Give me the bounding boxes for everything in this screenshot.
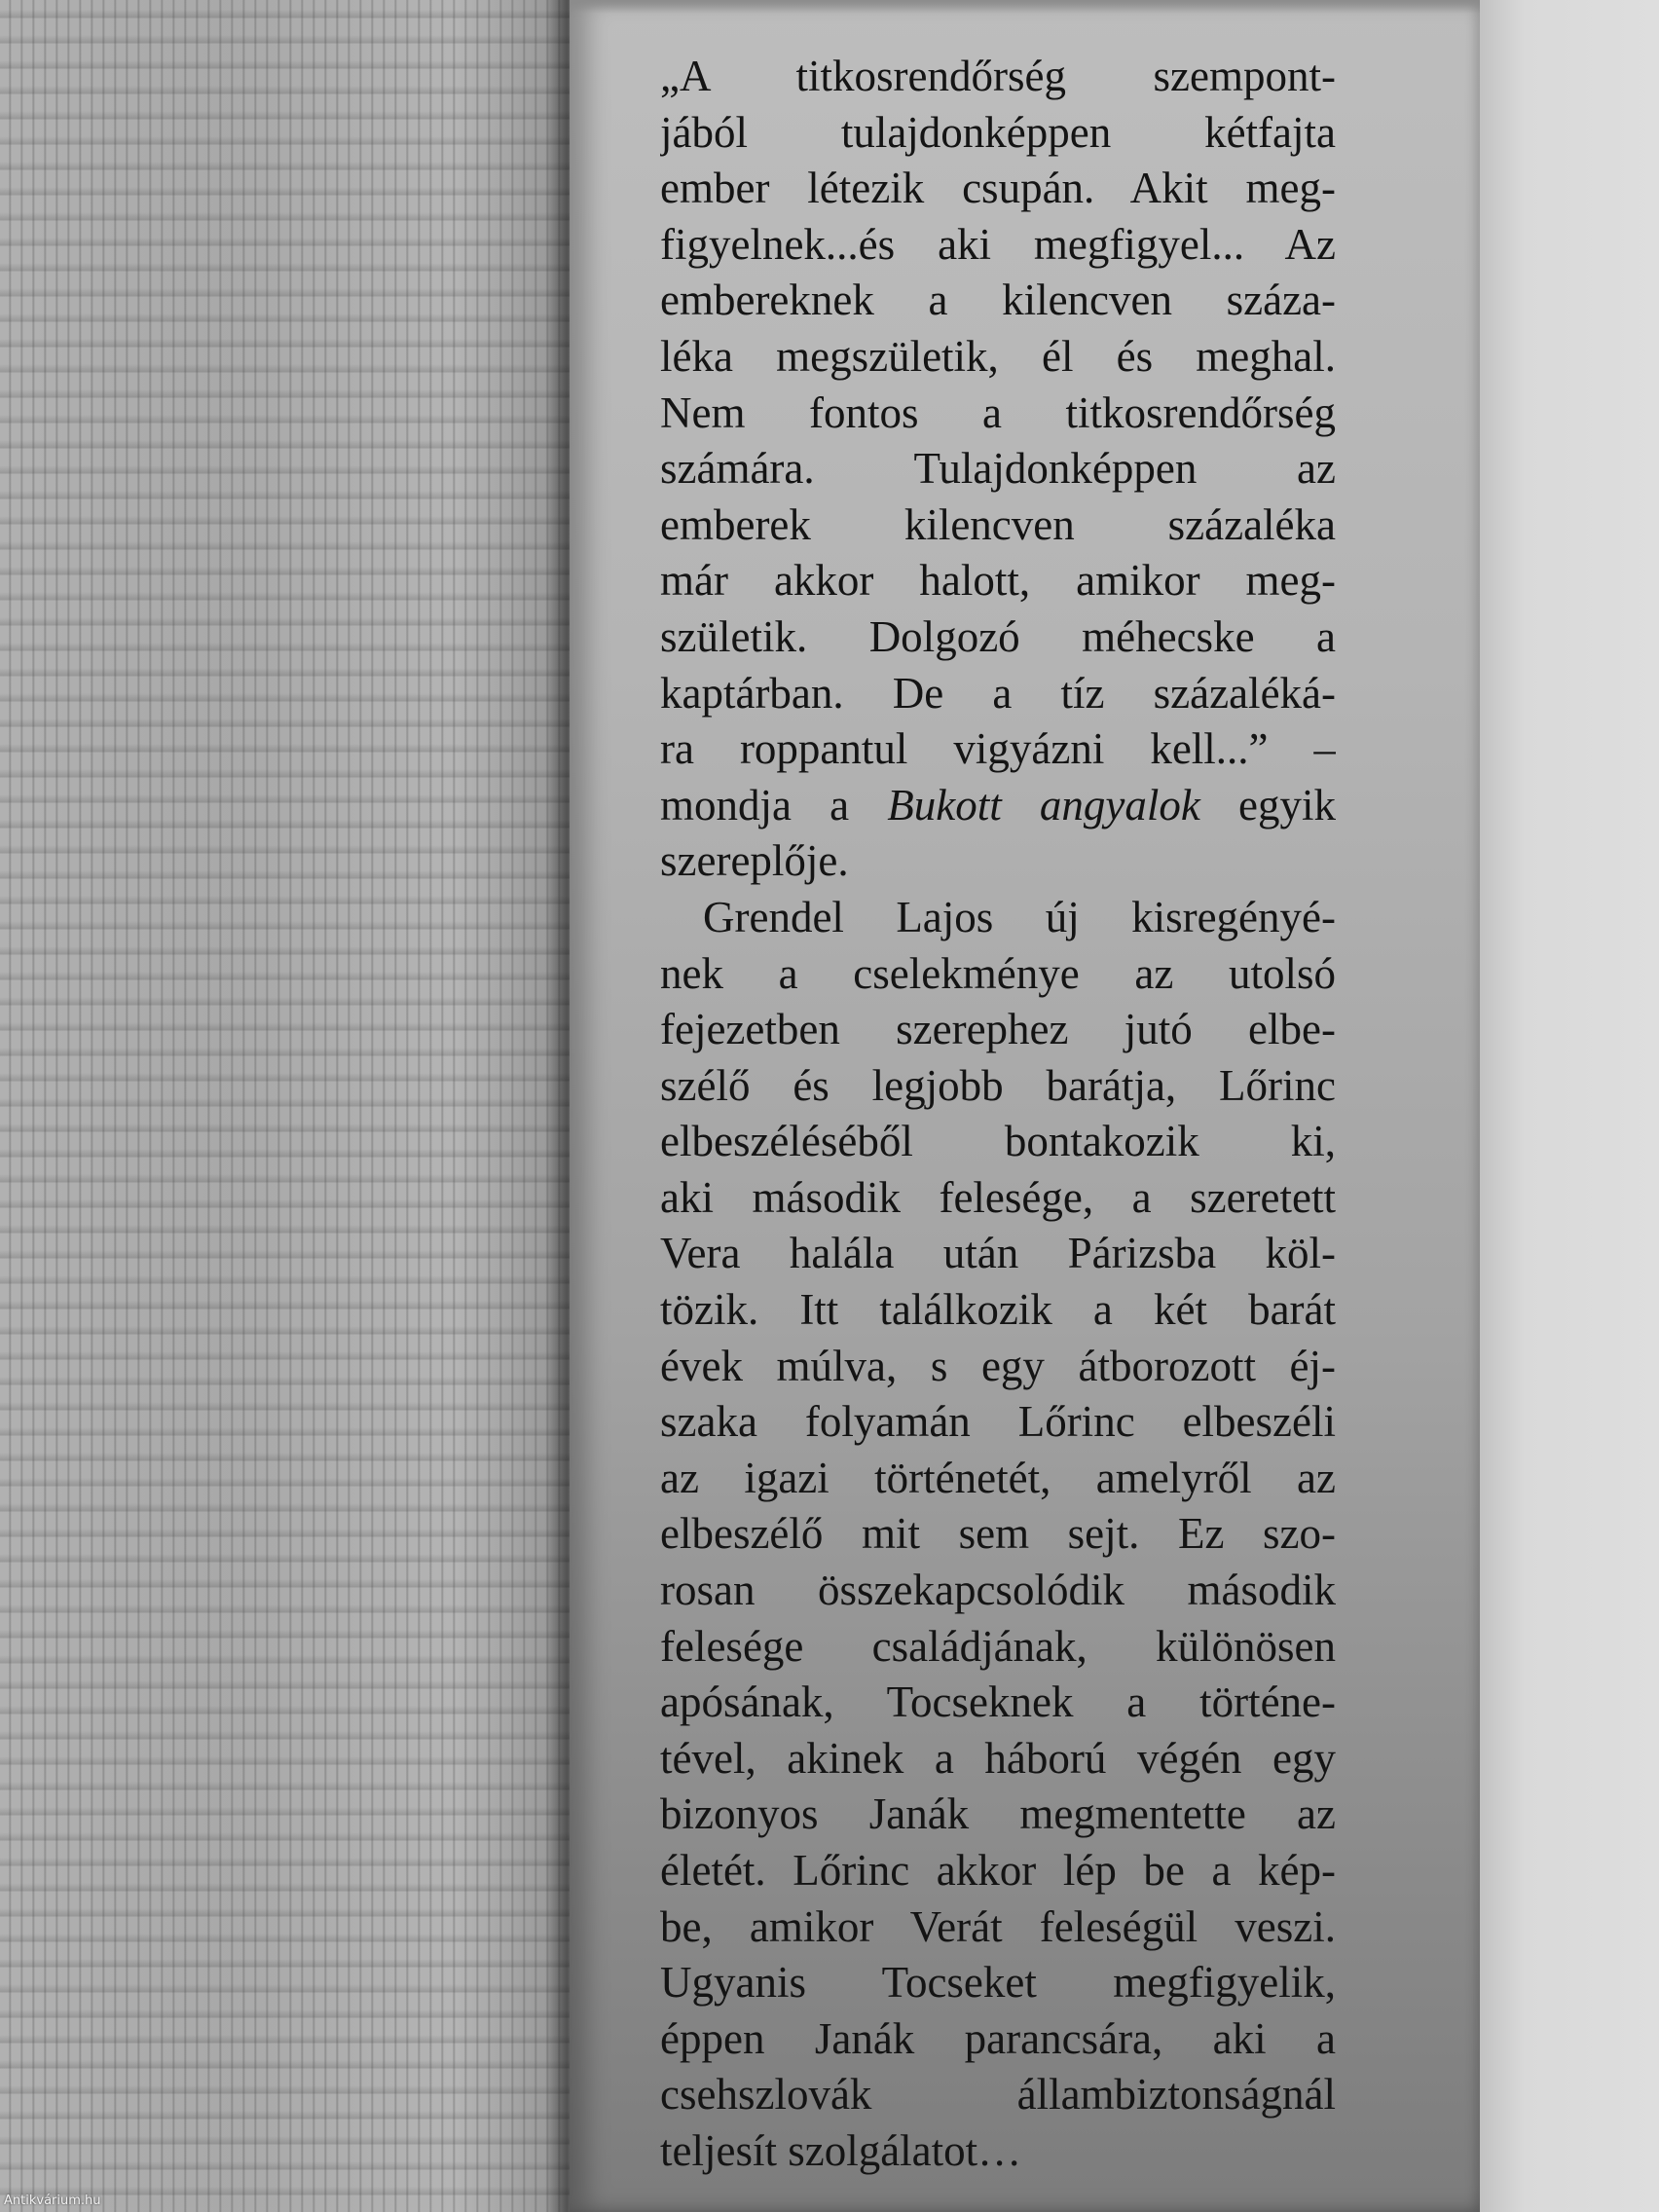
text-line: csehszlovák állambiztonságnál [660,2070,1336,2120]
text-line: az igazi történetét, amelyről az [660,1453,1336,1502]
text-line: figyelnek...és aki megfigyel... Az [660,219,1336,269]
text-line: tözik. Itt találkozik a két barát [660,1285,1336,1335]
flap-top-edge [570,0,1480,14]
text-line: bizonyos Janák megmentette az [660,1789,1336,1839]
text-line: be, amikor Verát feleségül veszi. [660,1901,1336,1951]
text-fragment: egyik [1199,780,1336,830]
text-line: elbeszélő mit sem sejt. Ez szo- [660,1509,1336,1559]
text-line: aki második felesége, a szeretett [660,1172,1336,1222]
text-line: Ugyanis Tocseket megfigyelik, [660,1958,1336,2008]
text-line: éppen Janák parancsára, aki a [660,2013,1336,2063]
text-line: számára. Tulajdonképpen az [660,444,1336,494]
text-line: léka megszületik, él és meghal. [660,331,1336,381]
text-line: születik. Dolgozó méhecske a [660,611,1336,661]
paragraph-1 [660,49,1336,778]
text-line: évek múlva, s egy átborozott éj- [660,1341,1336,1390]
wood-background [0,0,570,2212]
blurb-text [660,49,1336,2180]
text-line: Nem fontos a titkosrendőrség [660,387,1336,437]
text-line: szélő és legjobb barátja, Lőrinc [660,1060,1336,1110]
text-line: szereplője. [660,836,849,886]
text-line: nek a cselekménye az utolsó [660,948,1336,998]
text-line: emberek kilencven százaléka [660,499,1336,549]
text-line: ra roppantul vigyázni kell...” – [660,724,1336,774]
text-line: embereknek a kilencven száza- [660,276,1336,325]
text-line: fejezetben szerephez jutó elbe- [660,1005,1336,1054]
text-line: életét. Lőrinc akkor lép be a kép- [660,1846,1336,1895]
text-line-italic-title [660,778,1336,834]
text-line: már akkor halott, amikor meg- [660,556,1336,606]
text-line: elbeszéléséből bontakozik ki, [660,1117,1336,1166]
text-line: „A titkosrendőrség szempont- [660,52,1336,100]
watermark: Antikvárium.hu [4,2194,101,2208]
text-line: tével, akinek a háború végén egy [660,1733,1336,1783]
text-fragment: mondja a [660,780,888,830]
text-line: jából tulajdonképpen kétfajta [660,107,1336,157]
text-line: apósának, Tocseknek a történe- [660,1677,1336,1727]
text-line: Grendel Lajos új kisregényé- [703,892,1336,941]
book-title-italic: Bukott angyalok [887,780,1200,830]
text-line: rosan összekapcsolódik második [660,1566,1336,1615]
text-line: Vera halála után Párizsba köl- [660,1229,1336,1278]
text-line: ember létezik csupán. Akit meg- [660,164,1336,213]
text-line: szaka folyamán Lőrinc elbeszéli [660,1397,1336,1447]
page-edge [1480,0,1659,2212]
text-line: felesége családjának, különösen [660,1621,1336,1671]
text-line: teljesít szolgálatot… [660,2125,1022,2175]
paragraph-2 [660,890,1336,2123]
text-line: kaptárban. De a tíz százaléká- [660,668,1336,718]
